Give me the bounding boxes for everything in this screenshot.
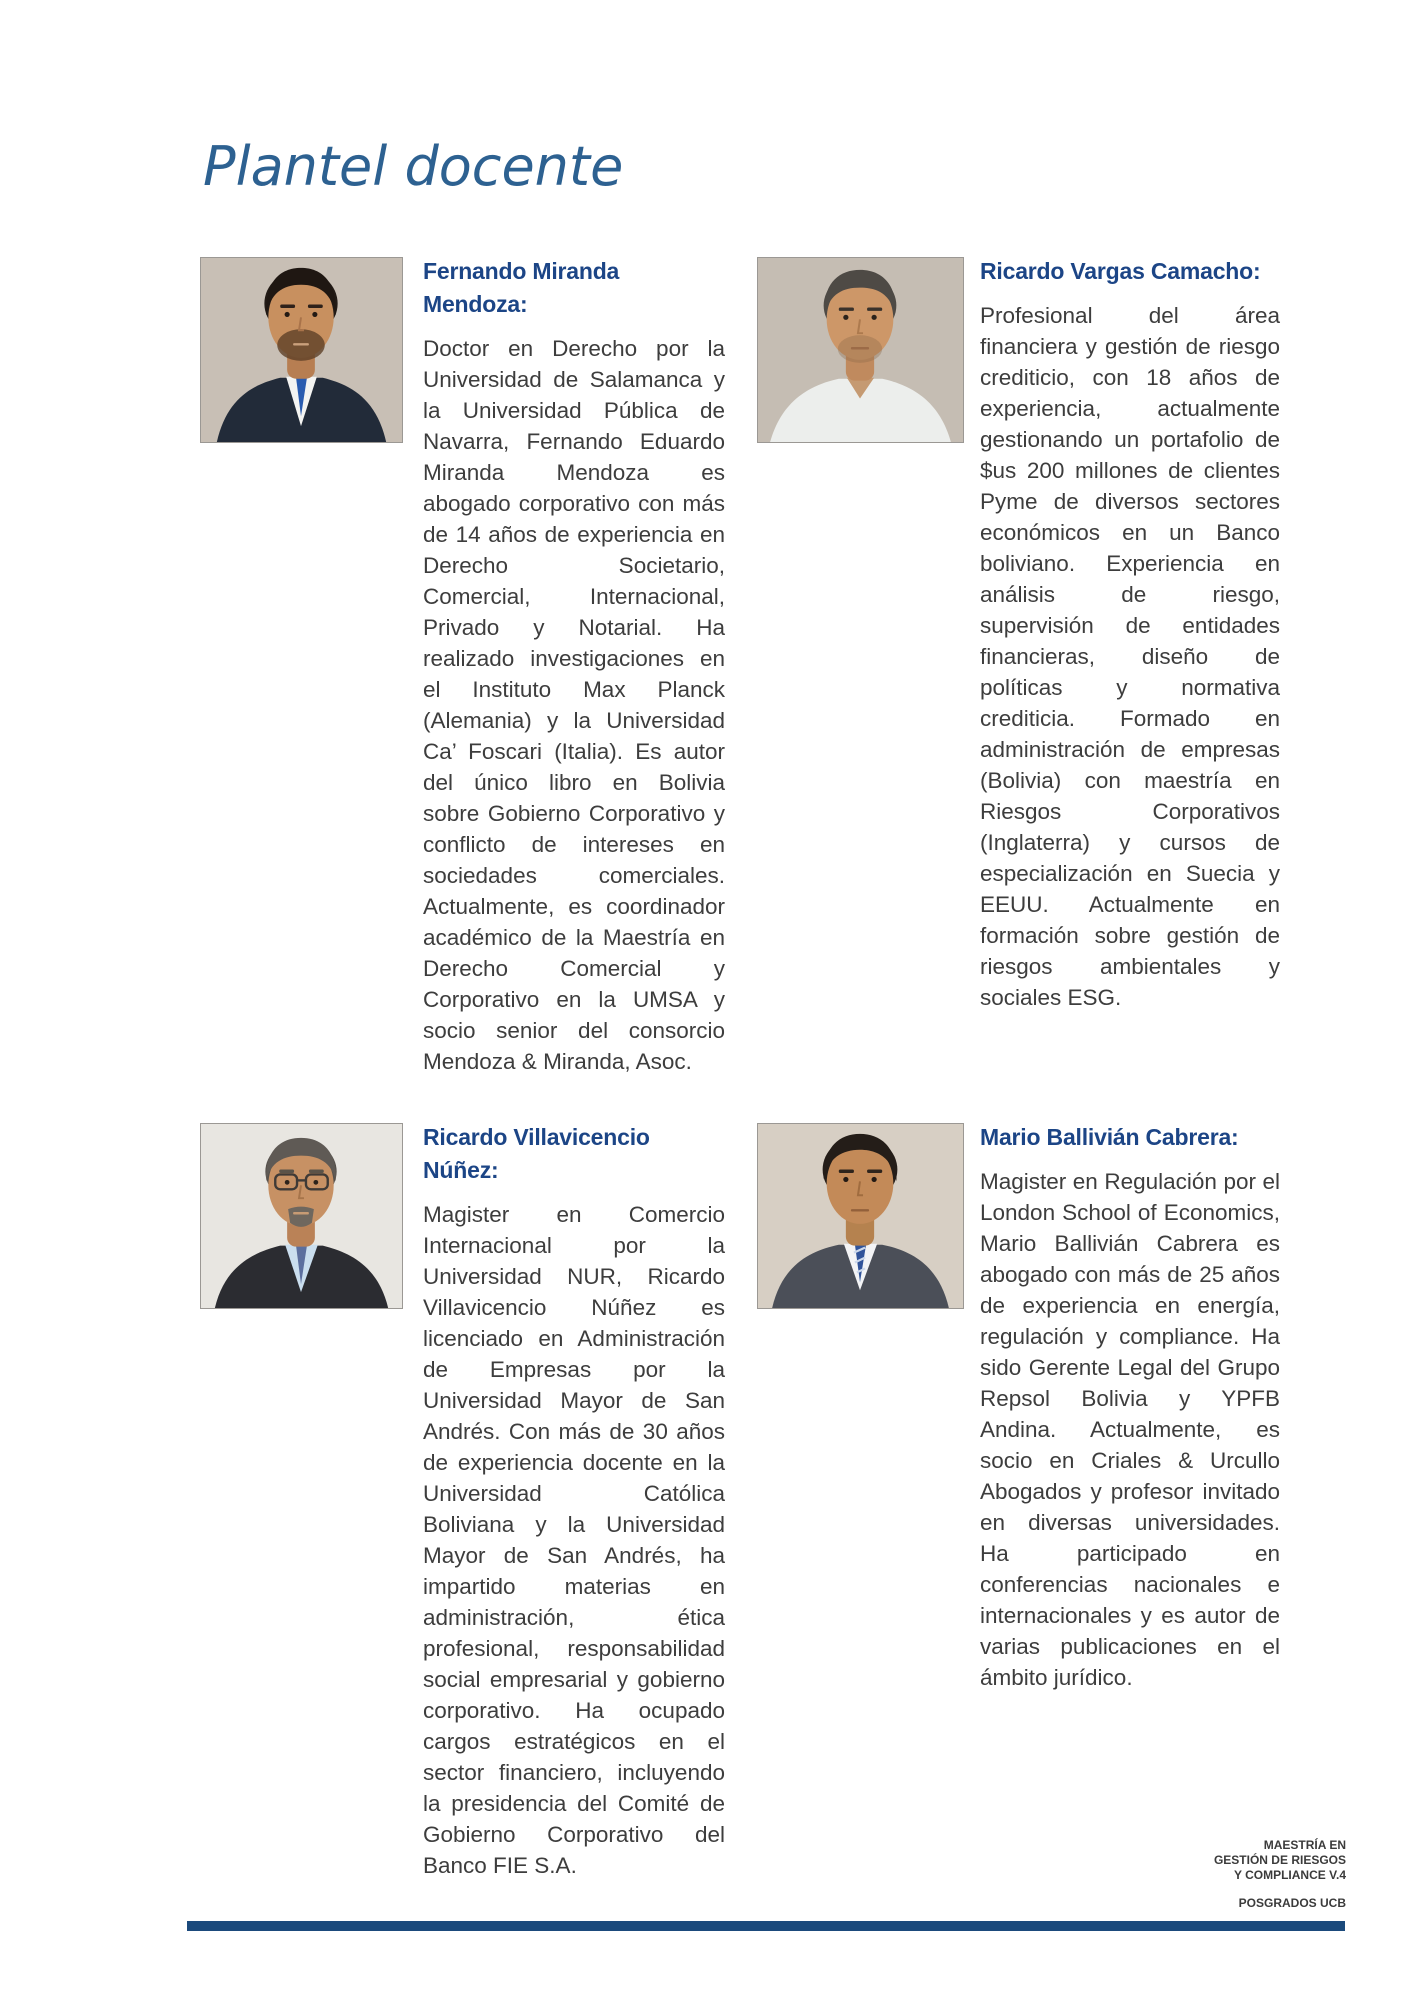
profile-name: Ricardo Villavicencio Núñez: — [423, 1124, 650, 1183]
bottom-bar-rule — [187, 1921, 1345, 1931]
profile-photo-ricardo-villavicencio — [200, 1123, 403, 1309]
profile-photo-ricardo-vargas — [757, 257, 964, 443]
page-title: Plantel docente — [203, 135, 624, 198]
headshot-illustration — [201, 258, 402, 442]
profile-name: Mario Ballivián Cabrera: — [980, 1124, 1239, 1150]
headshot-illustration — [758, 258, 963, 442]
institution-label: POSGRADOS UCB — [1238, 1896, 1346, 1910]
profile-bio: Profesional del área financiera y gestión de riesgo crediticio, con 18 años de experiencia, actualmente gestionando un portafolio de $us 200 millones de clientes Pyme de diversos sectores económicos en un Banco boliviano. Experiencia en análisis de riesgo, supervisión de entidades financieras, diseño de políticas y normativa crediticia. Formado en administración de empresas (Bolivia) con maestría en Riesgos Corporativos (Inglaterra) y cursos de especialización en Suecia y EEUU. Actualmente en formación sobre gestión de riesgos ambientales y sociales ESG. — [980, 303, 1280, 1010]
footer — [1214, 1838, 1346, 1911]
profile-photo-fernando-miranda — [200, 257, 403, 443]
program-title-line-3: Y COMPLIANCE V.4 — [1233, 1868, 1346, 1882]
profile-bio: Doctor en Derecho por la Universidad de Salamanca y la Universidad Pública de Navarra, Fernando Eduardo Miranda Mendoza es abogado corporativo con más de 14 años de experiencia en Derecho Societario, Comercial, Internacional, Privado y Notarial. Ha realizado investigaciones en el Instituto Max Planck (Alemania) y la Universidad Ca’ Foscari (Italia). Es autor del único libro en Bolivia sobre Gobierno Corporativo y conflicto de intereses en sociedades comerciales. Actualmente, es coordinador académico de la Maestría en Derecho Comercial y Corporativo en la UMSA y socio senior del consorcio Mendoza & Miranda, Asoc. — [423, 336, 725, 1074]
headshot-illustration — [201, 1124, 402, 1308]
headshot-illustration — [758, 1124, 963, 1308]
program-title-line-2: GESTIÓN DE RIESGOS — [1213, 1853, 1346, 1867]
profile-photo-mario-ballivian — [757, 1123, 964, 1309]
profile-mario-ballivian — [980, 1121, 1280, 1693]
profile-ricardo-villavicencio — [423, 1121, 725, 1881]
profile-bio: Magister en Comercio Internacional por la Universidad NUR, Ricardo Villavicencio Núñez es licenciado en Administración de Empresas por la Universidad Mayor de San Andrés. Con más de 30 años de experiencia docente en la Universidad Católica Boliviana y la Universidad Mayor de San Andrés, ha impartido materias en administración, ética profesional, responsabilidad social empresarial y gobierno corporativo. Ha ocupado cargos estratégicos en el sector financiero, incluyendo la presidencia del Comité de Gobierno Corporativo del Banco FIE S.A. — [423, 1202, 725, 1878]
profile-bio: Magister en Regulación por el London School of Economics, Mario Ballivián Cabrera es abogado con más de 25 años de experiencia en energía, regulación y compliance. Ha sido Gerente Legal del Grupo Repsol Bolivia y YPFB Andina. Actualmente, es socio en Criales & Urcullo Abogados y profesor invitado en diversas universidades. Ha participado en conferencias nacionales e internacionales y es autor de varias publicaciones en el ámbito jurídico. — [980, 1169, 1280, 1690]
profile-fernando-miranda — [423, 255, 725, 1077]
profile-ricardo-vargas — [980, 255, 1280, 1013]
profile-name: Ricardo Vargas Camacho: — [980, 258, 1261, 284]
program-title-line-1: MAESTRÍA EN — [1263, 1838, 1346, 1852]
profile-name: Fernando Miranda Mendoza: — [423, 258, 620, 317]
